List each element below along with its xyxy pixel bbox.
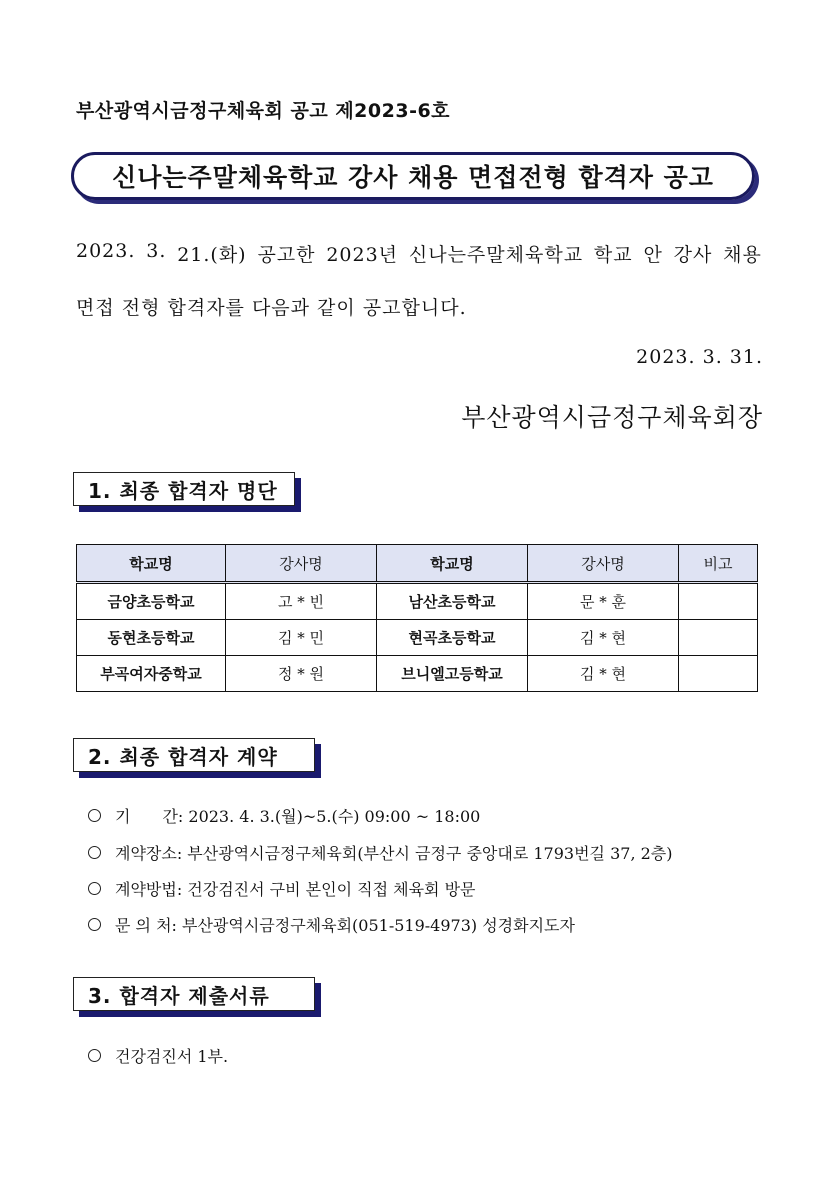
instructor-cell: 김 * 현 bbox=[528, 620, 679, 656]
notice-date: 2023. 3. 31. bbox=[636, 346, 763, 368]
remarks-cell bbox=[679, 656, 758, 692]
column-header: 학교명 bbox=[77, 545, 226, 583]
section-2-heading: 2. 최종 합격자 계약 bbox=[73, 738, 315, 772]
intro-word: 2023년 bbox=[326, 244, 399, 266]
school-cell: 동현초등학교 bbox=[77, 620, 226, 656]
list-item bbox=[88, 841, 673, 864]
intro-word: 2023. bbox=[76, 240, 136, 262]
list-item bbox=[88, 913, 575, 936]
list-item bbox=[88, 1044, 228, 1067]
circle-bullet-icon bbox=[88, 918, 101, 931]
intro-word: 공고한 bbox=[257, 244, 316, 266]
school-cell: 브니엘고등학교 bbox=[377, 656, 528, 692]
intro-line-1 bbox=[76, 240, 762, 267]
list-item-text: 건강검진서 1부. bbox=[115, 1047, 229, 1066]
list-item-text: 기 간: 2023. 4. 3.(월)~5.(수) 09:00 ~ 18:00 bbox=[115, 807, 481, 826]
notice-number: 부산광역시금정구체육회 공고 제2023-6호 bbox=[76, 100, 451, 122]
column-header: 강사명 bbox=[226, 545, 377, 583]
intro-word: 안 bbox=[643, 244, 663, 266]
remarks-cell bbox=[679, 620, 758, 656]
list-item bbox=[88, 877, 475, 900]
school-cell: 현곡초등학교 bbox=[377, 620, 528, 656]
intro-word: 학교 bbox=[593, 244, 633, 266]
table-row bbox=[77, 620, 758, 656]
school-cell: 남산초등학교 bbox=[377, 583, 528, 620]
list-item-text: 계약장소: 부산광역시금정구체육회(부산시 금정구 중앙대로 1793번길 37, 2층) bbox=[115, 844, 673, 863]
circle-bullet-icon bbox=[88, 846, 101, 859]
finalist-table bbox=[76, 544, 758, 692]
document-title: 신나는주말체육학교 강사 채용 면접전형 합격자 공고 bbox=[71, 152, 755, 200]
intro-word: 3. bbox=[146, 240, 167, 262]
instructor-cell: 고 * 빈 bbox=[226, 583, 377, 620]
column-header: 비고 bbox=[679, 545, 758, 583]
list-item-text: 문 의 처: 부산광역시금정구체육회(051-519-4973) 성경화지도자 bbox=[115, 916, 575, 935]
intro-line-2: 면접 전형 합격자를 다음과 같이 공고합니다. bbox=[76, 297, 467, 319]
intro-word: 채용 bbox=[723, 244, 762, 266]
instructor-cell: 김 * 민 bbox=[226, 620, 377, 656]
remarks-cell bbox=[679, 583, 758, 620]
list-item bbox=[88, 804, 480, 827]
intro-word: 신나는주말체육학교 bbox=[408, 244, 584, 266]
school-cell: 부곡여자중학교 bbox=[77, 656, 226, 692]
instructor-cell: 문 * 훈 bbox=[528, 583, 679, 620]
circle-bullet-icon bbox=[88, 882, 101, 895]
section-3-heading: 3. 합격자 제출서류 bbox=[73, 977, 315, 1011]
table-row bbox=[77, 583, 758, 620]
circle-bullet-icon bbox=[88, 1049, 101, 1062]
intro-word: 21.(화) bbox=[177, 244, 247, 266]
circle-bullet-icon bbox=[88, 809, 101, 822]
column-header: 강사명 bbox=[528, 545, 679, 583]
section-1-heading: 1. 최종 합격자 명단 bbox=[73, 472, 295, 506]
list-item-text: 계약방법: 건강검진서 구비 본인이 직접 체육회 방문 bbox=[115, 880, 476, 899]
signer: 부산광역시금정구체육회장 bbox=[461, 403, 763, 432]
table-header-row bbox=[77, 545, 758, 583]
school-cell: 금양초등학교 bbox=[77, 583, 226, 620]
instructor-cell: 김 * 현 bbox=[528, 656, 679, 692]
column-header: 학교명 bbox=[377, 545, 528, 583]
instructor-cell: 정 * 원 bbox=[226, 656, 377, 692]
table-row bbox=[77, 656, 758, 692]
intro-word: 강사 bbox=[673, 244, 713, 266]
